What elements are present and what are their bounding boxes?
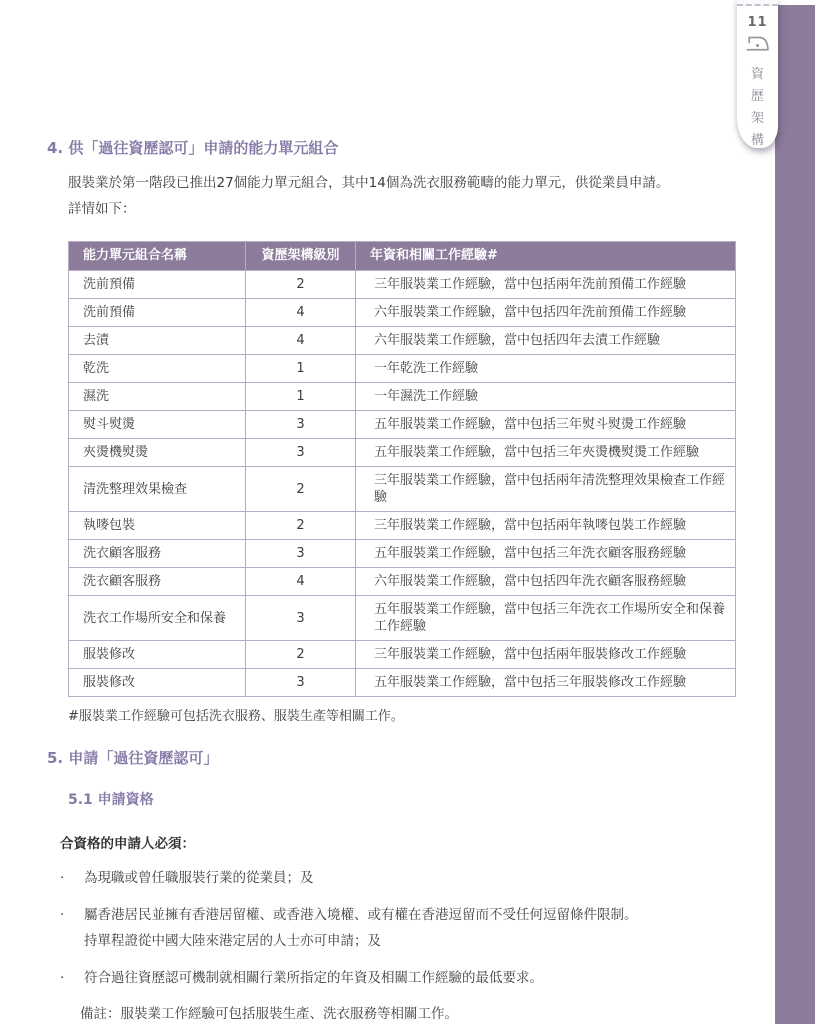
cell-qf-level: 2 [246,512,356,540]
cell-experience: 三年服裝業工作經驗，當中包括兩年清洗整理效果檢查工作經驗 [356,467,736,512]
table-row [69,568,736,596]
section-5-heading: 5. 申請「過往資歷認可」 [47,749,219,767]
sidebar-strip [775,5,815,1024]
table-body [69,271,736,697]
cell-qf-level: 2 [246,641,356,669]
table-row [69,641,736,669]
cell-experience: 五年服裝業工作經驗，當中包括三年熨斗熨燙工作經驗 [356,411,736,439]
bullet-item [60,902,775,954]
cell-unit-name: 服裝修改 [69,669,246,697]
cell-unit-name: 洗衣工作場所安全和保養 [69,596,246,641]
cell-unit-name: 洗衣顧客服務 [69,540,246,568]
cell-qf-level: 4 [246,327,356,355]
table-footnote: #服裝業工作經驗可包括洗衣服務、服裝生產等相關工作。 [68,709,404,724]
column-header-qf-level: 資歷架構級別 [246,242,356,271]
cell-qf-level: 2 [246,271,356,299]
cell-unit-name: 執嘜包裝 [69,512,246,540]
cell-qf-level: 4 [246,299,356,327]
cell-experience: 五年服裝業工作經驗，當中包括三年服裝修改工作經驗 [356,669,736,697]
table-row [69,383,736,411]
cell-experience: 五年服裝業工作經驗，當中包括三年夾燙機熨燙工作經驗 [356,439,736,467]
column-header-unit-name: 能力單元組合名稱 [69,242,246,271]
vertical-label-char: 歷 [750,89,764,104]
bullet-line [60,928,775,954]
requirement-title: 合資格的申請人必須： [60,836,195,852]
table-row [69,411,736,439]
bullet-marker: · [60,907,65,923]
cell-qf-level: 4 [246,568,356,596]
remark-note: 備註：服裝業工作經驗可包括服裝生產、洗衣服務等相關工作。 [80,1006,458,1022]
cell-qf-level: 3 [246,411,356,439]
cell-unit-name: 清洗整理效果檢查 [69,467,246,512]
cell-experience: 六年服裝業工作經驗，當中包括四年洗前預備工作經驗 [356,299,736,327]
intro-line-1: 服裝業於第一階段已推出27個能力單元組合，其中14個為洗衣服務範疇的能力單元，供從業員申請。 [68,175,670,191]
table-row [69,467,736,512]
cell-unit-name: 去漬 [69,327,246,355]
competency-units-table [68,241,736,697]
cell-experience: 五年服裝業工作經驗，當中包括三年洗衣工作場所安全和保養工作經驗 [356,596,736,641]
section-4-intro [68,170,775,222]
cell-unit-name: 服裝修改 [69,641,246,669]
iron-icon [744,34,771,58]
table-header-row [69,242,736,271]
cell-unit-name: 洗衣顧客服務 [69,568,246,596]
vertical-label-char: 架 [750,111,764,126]
cell-qf-level: 3 [246,540,356,568]
table-row [69,355,736,383]
bookmark-tab [737,0,778,148]
bullet-marker: · [60,970,65,986]
cell-experience: 六年服裝業工作經驗，當中包括四年洗衣顧客服務經驗 [356,568,736,596]
cell-qf-level: 2 [246,467,356,512]
cell-experience: 三年服裝業工作經驗，當中包括兩年服裝修改工作經驗 [356,641,736,669]
table-row [69,540,736,568]
section-4-heading: 4. 供「過往資歷認可」申請的能力單元組合 [47,139,339,157]
cell-qf-level: 3 [246,669,356,697]
cell-unit-name: 洗前預備 [69,271,246,299]
cell-qf-level: 3 [246,596,356,641]
cell-experience: 六年服裝業工作經驗，當中包括四年去漬工作經驗 [356,327,736,355]
cell-unit-name: 濕洗 [69,383,246,411]
bullet-item [60,965,775,991]
column-header-experience: 年資和相關工作經驗# [356,242,736,271]
vertical-label-char: 構 [750,133,764,148]
perforation-edge [737,0,778,6]
table-row [69,327,736,355]
cell-qf-level: 1 [246,383,356,411]
cell-experience: 五年服裝業工作經驗，當中包括三年洗衣顧客服務經驗 [356,540,736,568]
intro-line-2: 詳情如下： [68,201,136,217]
table-row [69,596,736,641]
cell-qf-level: 1 [246,355,356,383]
table-row [69,512,736,540]
bullet-line [60,965,775,991]
cell-qf-level: 3 [246,439,356,467]
vertical-label-char: 資 [750,67,764,82]
cell-unit-name: 乾洗 [69,355,246,383]
bullet-text: 符合過往資歷認可機制就相關行業所指定的年資及相關工作經驗的最低要求。 [84,970,543,986]
eligibility-bullets [60,865,775,991]
bullet-text: 屬香港居民並擁有香港居留權、或香港入境權、或有權在香港逗留而不受任何逗留條件限制。 [84,907,638,923]
sidebar-vertical-label [751,63,764,148]
table-row [69,271,736,299]
cell-unit-name: 夾燙機熨燙 [69,439,246,467]
bullet-item [60,865,775,891]
bullet-marker [60,928,72,954]
bullet-line [60,865,775,891]
cell-experience: 一年濕洗工作經驗 [356,383,736,411]
cell-experience: 三年服裝業工作經驗，當中包括兩年執嘜包裝工作經驗 [356,512,736,540]
bullet-text: 為現職或曾任職服裝行業的從業員；及 [84,870,314,886]
cell-unit-name: 熨斗熨燙 [69,411,246,439]
bullet-marker: · [60,870,65,886]
table-row [69,669,736,697]
table-row [69,439,736,467]
cell-unit-name: 洗前預備 [69,299,246,327]
cell-experience: 一年乾洗工作經驗 [356,355,736,383]
bullet-line [60,902,775,928]
cell-experience: 三年服裝業工作經驗，當中包括兩年洗前預備工作經驗 [356,271,736,299]
section-5-1-heading: 5.1 申請資格 [68,792,154,808]
page-number: 11 [747,15,768,30]
bullet-text: 持單程證從中國大陸來港定居的人士亦可申請；及 [84,933,381,949]
table-row [69,299,736,327]
